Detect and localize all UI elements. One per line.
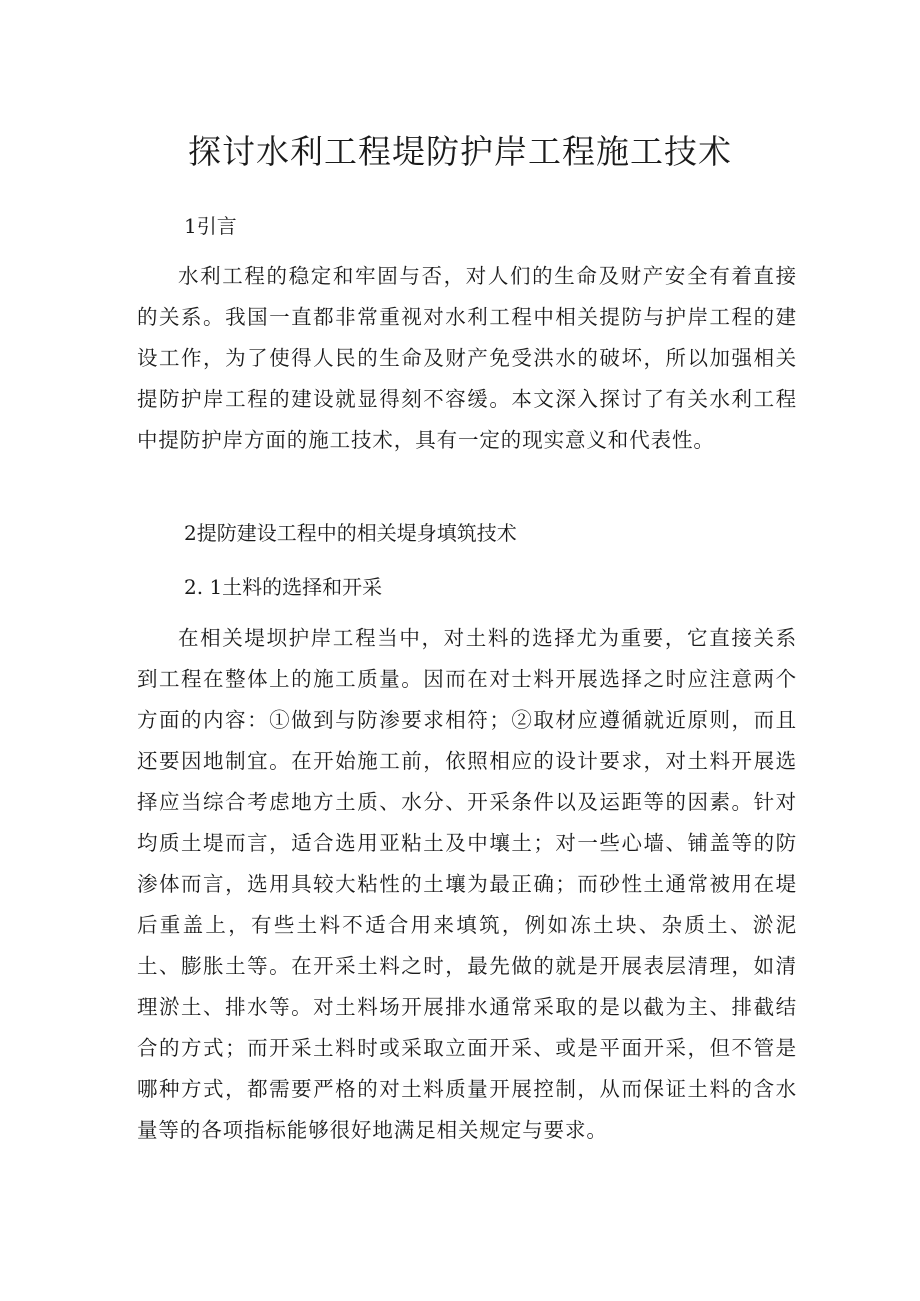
- document-title: 探讨水利工程堤防护岸工程施工技术: [188, 132, 732, 171]
- section-heading-introduction: 1引言: [184, 214, 237, 238]
- paragraph-introduction: 水利工程的稳定和牢固与否，对人们的生命及财产安全有着直接的关系。我国一直都非常重视对水利工程中相关提防与护岸工程的建设工作，为了使得人民的生命及财产免受洪水的破坏，所以加强相关提防护岸工程的建设就显得刻不容缓。本文深入探讨了有关水利工程中提防护岸方面的施工技术，具有一定的现实意义和代表性。: [137, 264, 797, 452]
- subsection-heading-soil-selection: 2. 1土料的选择和开采: [184, 575, 383, 599]
- paragraph-soil-selection: 在相关堤坝护岸工程当中，对土料的选择尤为重要，它直接关系到工程在整体上的施工质量。因而在对士料开展选择之时应注意两个方面的内容：①做到与防渗要求相符；②取材应遵循就近原则，而且还要因地制宜。在开始施工前，依照相应的设计要求，对土料开展选择应当综合考虑地方土质、水分、开采条件以及运距等的因素。针对均质土堤而言，适合选用亚粘土及中壤土；对一些心墙、铺盖等的防渗体而言，选用具较大粘性的土壤为最正确；而砂性土通常被用在堤后重盖上，有些土料不适合用来填筑，例如冻土块、杂质土、淤泥土、膨胀土等。在开采土料之时，最先做的就是开展表层清理，如清理淤土、排水等。对土料场开展排水通常采取的是以截为主、排截结合的方式；而开采土料时或采取立面开采、或是平面开采，但不管是哪种方式，都需要严格的对土料质量开展控制，从而保证土料的含水量等的各项指标能够很好地满足相关规定与要求。: [137, 626, 797, 1142]
- section-heading-embankment-filling: 2提防建设工程中的相关堤身填筑技术: [184, 521, 517, 545]
